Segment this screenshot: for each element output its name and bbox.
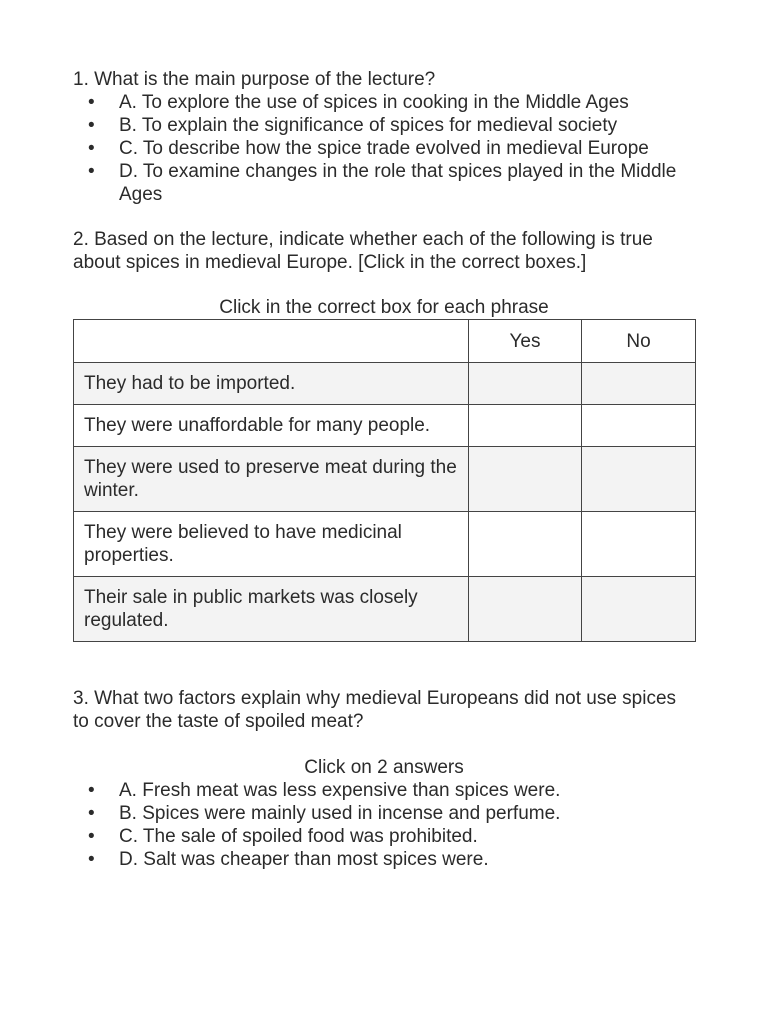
bullet-icon: • (88, 138, 95, 159)
yes-checkbox-cell[interactable] (469, 363, 582, 405)
table-row (74, 447, 696, 512)
table-row (74, 577, 696, 642)
row-statement: They were used to preserve meat during the winter. (74, 447, 469, 512)
question-3-prompt: 3. What two factors explain why medieval Europeans did not use spices to cover the taste of spoiled meat? (73, 688, 677, 732)
option-label: B. To explain the significance of spices for medieval society (119, 115, 618, 136)
table-caption: Click in the correct box for each phrase (219, 297, 549, 318)
question-2-prompt: 2. Based on the lecture, indicate whether each of the following is true about spices in medieval Europe. [Click in the correct boxes.] (73, 229, 653, 273)
option-label: D. Salt was cheaper than most spices were. (119, 849, 489, 870)
question-1-option-d[interactable] (73, 160, 695, 206)
yes-checkbox-cell[interactable] (469, 405, 582, 447)
table-header-row (74, 320, 696, 363)
document-page (73, 68, 695, 871)
bullet-icon: • (88, 849, 95, 870)
question-1-prompt: 1. What is the main purpose of the lecture? (73, 69, 436, 90)
row-statement: They were unaffordable for many people. (74, 405, 469, 447)
no-checkbox-cell[interactable] (582, 405, 696, 447)
yes-checkbox-cell[interactable] (469, 447, 582, 512)
no-checkbox-cell[interactable] (582, 577, 696, 642)
option-label: A. Fresh meat was less expensive than spices were. (119, 780, 561, 801)
option-label: A. To explore the use of spices in cooking in the Middle Ages (119, 92, 629, 113)
table-row (74, 363, 696, 405)
question-3-option-a[interactable] (73, 779, 695, 802)
bullet-icon: • (88, 803, 95, 824)
option-label: D. To examine changes in the role that spices played in the Middle Ages (119, 161, 677, 205)
bullet-icon: • (88, 92, 95, 113)
bullet-icon: • (88, 115, 95, 136)
yes-no-table (73, 319, 696, 642)
bullet-icon: • (88, 161, 95, 182)
yes-checkbox-cell[interactable] (469, 512, 582, 577)
yes-checkbox-cell[interactable] (469, 577, 582, 642)
question-1-option-b[interactable] (73, 114, 695, 137)
question-3-options (73, 779, 695, 871)
header-no: No (582, 320, 696, 363)
row-statement: They were believed to have medicinal properties. (74, 512, 469, 577)
table-row (74, 512, 696, 577)
table-row (74, 405, 696, 447)
row-statement: Their sale in public markets was closely regulated. (74, 577, 469, 642)
question-3-option-c[interactable] (73, 825, 695, 848)
no-checkbox-cell[interactable] (582, 363, 696, 405)
bullet-icon: • (88, 826, 95, 847)
row-statement: They had to be imported. (74, 363, 469, 405)
option-label: C. To describe how the spice trade evolved in medieval Europe (119, 138, 649, 159)
no-checkbox-cell[interactable] (582, 512, 696, 577)
header-yes: Yes (469, 320, 582, 363)
option-label: C. The sale of spoiled food was prohibited. (119, 826, 478, 847)
answers-caption: Click on 2 answers (304, 757, 464, 778)
bullet-icon: • (88, 780, 95, 801)
question-3-option-b[interactable] (73, 802, 695, 825)
no-checkbox-cell[interactable] (582, 447, 696, 512)
question-1-option-a[interactable] (73, 91, 695, 114)
question-1-option-c[interactable] (73, 137, 695, 160)
question-1-options (73, 91, 695, 206)
question-3-option-d[interactable] (73, 848, 695, 871)
option-label: B. Spices were mainly used in incense and perfume. (119, 803, 561, 824)
header-empty-cell (74, 320, 469, 363)
